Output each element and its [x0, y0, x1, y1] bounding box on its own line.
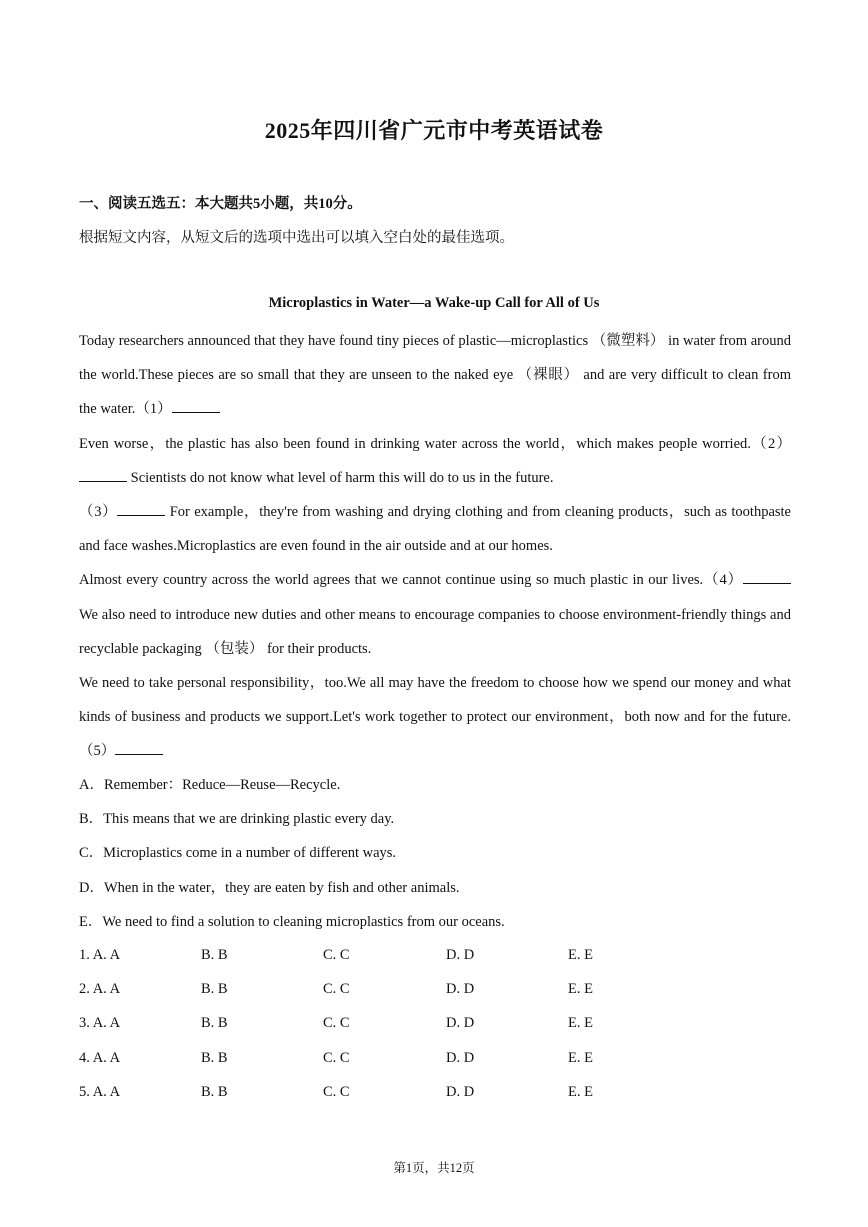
paragraph-5-text: We need to take personal responsibility，too.We all may have the freedom to choose how we spend our money and what kinds of business and products we support.Let's work together to protect our environment，both now and for the future.（5）	[79, 675, 791, 760]
answer-choice[interactable]: 5. A. A	[79, 1083, 121, 1100]
answer-choice[interactable]: C. C	[323, 1083, 350, 1100]
blank-1	[172, 398, 220, 413]
answer-choice[interactable]: B. B	[201, 1049, 228, 1066]
paragraph-3-text-a: （3）	[79, 504, 118, 521]
option-a: A．Remember：Reduce—Reuse—Recycle.	[79, 777, 341, 793]
paragraph-2-text-b: Scientists do not know what level of harm this will do to us in the future.	[127, 469, 554, 486]
section-heading: 一、阅读五选五：本大题共5小题，共10分。	[79, 196, 362, 212]
option-d: D．When in the water，they are eaten by fish and other animals.	[79, 879, 460, 896]
answer-row-4	[79, 1041, 679, 1075]
answer-choice[interactable]: B. B	[201, 1083, 228, 1100]
paragraph-5	[79, 666, 791, 769]
answer-choice[interactable]: D. D	[446, 947, 475, 963]
answer-choice[interactable]: 2. A. A	[79, 981, 121, 998]
answer-choice[interactable]: 1. A. A	[79, 947, 121, 963]
page-title: 2025年四川省广元市中考英语试卷	[264, 118, 604, 143]
answer-choice[interactable]: 3. A. A	[79, 1015, 121, 1032]
paragraph-4	[79, 563, 791, 666]
answer-choice[interactable]: D. D	[446, 1015, 475, 1032]
answer-choice[interactable]: E. E	[568, 1083, 593, 1100]
paragraph-3	[79, 495, 791, 563]
answer-choice[interactable]: B. B	[201, 981, 228, 998]
answer-row-2	[79, 972, 679, 1006]
answer-choice[interactable]: C. C	[323, 947, 350, 963]
paragraph-4-text-b: We also need to introduce new duties and other means to encourage companies to choose environment-friendly things and recyclable packaging （包装） for their products.	[79, 606, 791, 657]
passage-title: Microplastics in Water—a Wake-up Call for All of Us	[268, 295, 600, 311]
option-e: E．We need to find a solution to cleaning microplastics from our oceans.	[79, 913, 505, 930]
answer-choice[interactable]: C. C	[323, 981, 350, 998]
answer-choice[interactable]: C. C	[323, 1015, 350, 1032]
blank-2	[79, 467, 127, 482]
answer-choice[interactable]: E. E	[568, 1049, 593, 1066]
option-c: C．Microplastics come in a number of different ways.	[79, 845, 397, 862]
paragraph-3-text-b: For example，they're from washing and drying clothing and from cleaning products，such as toothpaste and face washes.Microplastics are even found in the air outside and at our homes.	[79, 504, 791, 555]
paragraph-2-text-a: Even worse，the plastic has also been found in drinking water across the world，which makes people worried.（2）	[79, 435, 791, 452]
answer-choice[interactable]: D. D	[446, 981, 475, 998]
answer-row-5	[79, 1075, 679, 1109]
answer-grid	[79, 938, 679, 1109]
answer-choice[interactable]: D. D	[446, 1083, 475, 1100]
answer-choice[interactable]: 4. A. A	[79, 1049, 121, 1066]
blank-3	[117, 501, 165, 516]
blank-4	[743, 569, 791, 584]
blank-5	[115, 740, 163, 755]
answer-choice[interactable]: E. E	[568, 947, 593, 963]
paragraph-4-text-a: Almost every country across the world agrees that we cannot continue using so much plastic in our lives.（4）	[79, 572, 743, 589]
answer-choice[interactable]: B. B	[201, 947, 228, 963]
paragraph-1	[79, 324, 791, 427]
option-b: B．This means that we are drinking plastic every day.	[79, 811, 395, 828]
answer-choice[interactable]: E. E	[568, 981, 593, 998]
answer-choice[interactable]: C. C	[323, 1049, 350, 1066]
section-instruction: 根据短文内容，从短文后的选项中选出可以填入空白处的最佳选项。	[79, 230, 514, 246]
page-footer: 第1页，共12页	[393, 1161, 475, 1175]
answer-row-3	[79, 1006, 679, 1040]
paragraph-2	[79, 427, 791, 495]
answer-choice[interactable]: B. B	[201, 1015, 228, 1032]
passage-body	[79, 324, 791, 769]
paragraph-1-text: Today researchers announced that they have found tiny pieces of plastic—microplastics （微塑料） in water from around the world.These pieces are so small that they are unseen to the naked eye （裸眼） and are very difficult to clean from the water.（1）	[79, 333, 791, 418]
answer-choice[interactable]: E. E	[568, 1015, 593, 1032]
option-list	[79, 768, 505, 939]
answer-row-1	[79, 938, 679, 972]
answer-choice[interactable]: D. D	[446, 1049, 475, 1066]
